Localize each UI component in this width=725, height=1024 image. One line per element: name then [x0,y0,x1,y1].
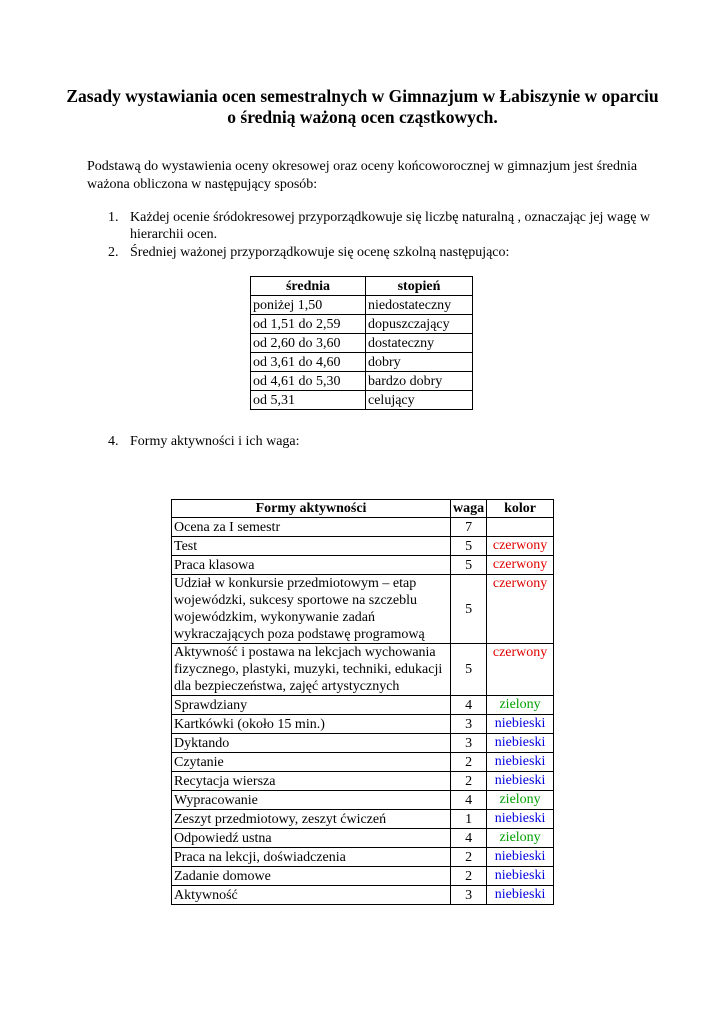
table-row [172,810,554,829]
weight-cell: 2 [451,753,487,772]
weight-cell: 3 [451,886,487,905]
list-text: Formy aktywności i ich waga: [130,434,300,449]
weight-cell: 1 [451,810,487,829]
table-row [251,372,473,391]
activity-cell: Kartkówki (około 15 min.) [172,715,451,734]
activity-cell: Udział w konkursie przedmiotowym – etap wojewódzki, sukcesy sportowe na szczeblu wojewódzkim, wykonywanie zadań wykraczających poza podstawę programową [172,575,451,644]
color-cell: niebieski [487,734,554,753]
activity-cell: Praca klasowa [172,556,451,575]
list-number: 4. [108,434,119,449]
activity-cell: Dyktando [172,734,451,753]
grade-cell: dostateczny [366,334,473,353]
weight-cell: 3 [451,715,487,734]
color-cell: niebieski [487,753,554,772]
intro-paragraph: Podstawą do wystawienia oceny okresowej oraz oceny końcoworocznej w gimnazjum jest średnia ważona obliczona w następujący sposób: [87,159,638,192]
weight-cell: 2 [451,867,487,886]
weight-cell: 4 [451,791,487,810]
grade-table [250,276,473,410]
average-range-cell: od 5,31 [251,391,366,410]
table-row [172,556,554,575]
list-number: 1. [108,210,119,225]
table-row [172,829,554,848]
weight-cell: 4 [451,696,487,715]
average-range-cell: od 4,61 do 5,30 [251,372,366,391]
color-cell: czerwony [487,575,554,644]
grade-cell: bardzo dobry [366,372,473,391]
activity-cell: Test [172,537,451,556]
color-cell: niebieski [487,886,554,905]
color-cell: niebieski [487,715,554,734]
column-header-average: średnia [251,277,366,296]
document-title: Zasady wystawiania ocen semestralnych w Gimnazjum w Łabiszynie w oparciu o średnią ważoną ocen cząstkowych. [66,86,659,127]
table-row [172,537,554,556]
list-text: Każdej ocenie śródokresowej przyporządkowuje się liczbę naturalną , oznaczając jej wagę w hierarchii ocen. [130,210,651,242]
table-row [172,575,554,644]
table-row [251,296,473,315]
average-range-cell: od 3,61 do 4,60 [251,353,366,372]
activity-cell: Praca na lekcji, doświadczenia [172,848,451,867]
average-range-cell: od 2,60 do 3,60 [251,334,366,353]
color-cell: czerwony [487,644,554,696]
activity-cell: Aktywność i postawa na lekcjach wychowania fizycznego, plastyki, muzyki, techniki, edukacji dla bezpieczeństwa, zajęć artystycznych [172,644,451,696]
grade-cell: dobry [366,353,473,372]
weight-cell: 5 [451,575,487,644]
table-row [172,848,554,867]
weight-cell: 2 [451,772,487,791]
color-cell: niebieski [487,867,554,886]
table-row [172,644,554,696]
table-row [172,886,554,905]
list-number: 2. [108,245,119,260]
weight-cell: 5 [451,537,487,556]
table-row [251,334,473,353]
column-header-color: kolor [487,500,554,518]
average-range-cell: poniżej 1,50 [251,296,366,315]
table-row [251,353,473,372]
weight-cell: 2 [451,848,487,867]
weight-cell: 5 [451,644,487,696]
table-row [251,315,473,334]
activity-cell: Sprawdziany [172,696,451,715]
column-header-grade: stopień [366,277,473,296]
grade-cell: dopuszczający [366,315,473,334]
table-header-row [251,277,473,296]
activity-cell: Zadanie domowe [172,867,451,886]
list-text: Średniej ważonej przyporządkowuje się ocenę szkolną następująco: [130,245,510,260]
activity-cell: Wypracowanie [172,791,451,810]
activity-cell: Czytanie [172,753,451,772]
activity-cell: Recytacja wiersza [172,772,451,791]
weight-cell: 4 [451,829,487,848]
color-cell [487,518,554,537]
color-cell: czerwony [487,537,554,556]
weight-cell: 3 [451,734,487,753]
activity-cell: Ocena za I semestr [172,518,451,537]
color-cell: czerwony [487,556,554,575]
table-row [172,791,554,810]
color-cell: zielony [487,696,554,715]
activity-cell: Odpowiedź ustna [172,829,451,848]
grade-cell: celujący [366,391,473,410]
color-cell: niebieski [487,848,554,867]
table-row [172,518,554,537]
table-row [172,753,554,772]
color-cell: niebieski [487,772,554,791]
grade-cell: niedostateczny [366,296,473,315]
table-row [251,391,473,410]
color-cell: zielony [487,791,554,810]
column-header-activity: Formy aktywności [172,500,451,518]
activity-table [171,499,554,905]
average-range-cell: od 1,51 do 2,59 [251,315,366,334]
table-row [172,696,554,715]
column-header-weight: waga [451,500,487,518]
table-row [172,772,554,791]
table-row [172,715,554,734]
weight-cell: 5 [451,556,487,575]
table-row [172,867,554,886]
activity-cell: Aktywność [172,886,451,905]
color-cell: zielony [487,829,554,848]
weight-cell: 7 [451,518,487,537]
activity-cell: Zeszyt przedmiotowy, zeszyt ćwiczeń [172,810,451,829]
color-cell: niebieski [487,810,554,829]
table-header-row [172,500,554,518]
table-row [172,734,554,753]
